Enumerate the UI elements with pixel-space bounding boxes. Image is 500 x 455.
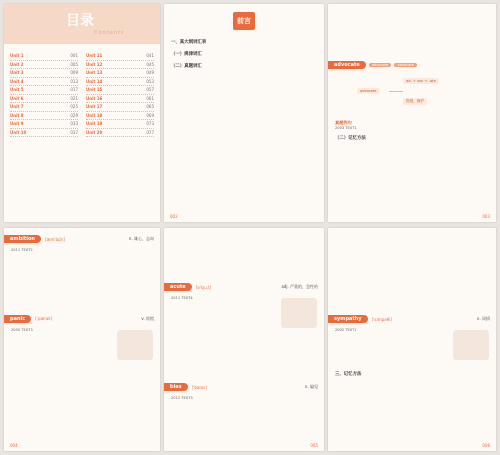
entry-ambition-header <box>4 234 160 244</box>
contents-subtitle: Contents <box>94 30 125 36</box>
toc-page-number: 053 <box>146 78 154 84</box>
toc-left-column <box>10 52 78 137</box>
toc-row[interactable] <box>86 95 154 104</box>
toc-unit-label: Unit 1 <box>10 53 24 58</box>
example-label: 真题例句 <box>335 120 352 125</box>
toc-unit-label: Unit 9 <box>10 121 24 126</box>
toc-unit-label: Unit 8 <box>10 112 24 118</box>
summary-heading: 三、记忆方法 <box>335 372 362 377</box>
illustration <box>281 298 317 328</box>
toc-page-number: 001 <box>70 53 78 58</box>
sympathy-content <box>328 328 496 362</box>
example-year: 2011 TEXT2 <box>11 248 33 252</box>
toc-unit-label: Unit 17 <box>86 104 103 109</box>
entry-pos: n. 同情 <box>476 316 490 321</box>
toc-row[interactable] <box>86 103 154 112</box>
toc-row[interactable] <box>10 95 78 104</box>
entry-word: panic <box>4 315 31 323</box>
toc-row[interactable] <box>10 78 78 87</box>
entry-ipa: [æmˈbɪʃn] <box>44 236 65 242</box>
toc-unit-label: Unit 5 <box>10 87 24 92</box>
toc-unit-label: Unit 14 <box>86 78 103 84</box>
word-root-diagram <box>357 74 467 114</box>
toc-page-number: 069 <box>146 112 154 118</box>
illustration <box>117 330 153 360</box>
toc-page-number: 017 <box>70 87 78 92</box>
toc-unit-label: Unit 4 <box>10 78 24 84</box>
preface-badge: 前言 <box>233 12 255 30</box>
entry-word: bias <box>164 383 188 391</box>
toc-row[interactable] <box>86 61 154 70</box>
illustration <box>453 330 489 360</box>
example-year: 2005 TEXT3 <box>11 327 33 332</box>
diagram-connector <box>389 91 403 92</box>
entry-ipa: [ˈsɪmpəθi] <box>371 316 392 322</box>
toc-unit-label: Unit 19 <box>86 121 103 126</box>
toc-unit-label: Unit 20 <box>86 129 103 135</box>
toc-page-number: 077 <box>146 129 154 135</box>
toc-row[interactable] <box>10 69 78 78</box>
preface-section-3: （二）真题词汇 <box>171 64 202 69</box>
entry-sympathy-header <box>328 314 496 324</box>
entry-bias-header <box>164 382 324 392</box>
toc-row[interactable] <box>86 129 154 138</box>
toc-row[interactable] <box>10 61 78 70</box>
toc-unit-label: Unit 6 <box>10 95 24 101</box>
toc-unit-label: Unit 15 <box>86 87 103 92</box>
example-year: 2012 TEXT3 <box>171 396 193 400</box>
toc-unit-label: Unit 16 <box>86 95 103 101</box>
entry-word: sympathy <box>328 315 368 323</box>
toc-right-column <box>86 52 154 137</box>
toc-row[interactable] <box>10 86 78 95</box>
entry-word: ambition <box>4 235 41 243</box>
toc-page-number: 045 <box>146 61 154 67</box>
toc-page-number: 005 <box>70 61 78 67</box>
toc-row[interactable] <box>86 112 154 121</box>
entry-tag: advocate <box>394 63 417 67</box>
entry-ipa: [əˈkjuːt] <box>195 284 212 290</box>
page-number: 006 <box>482 443 490 448</box>
entry-pos: n. 雄心，志向 <box>128 236 154 241</box>
entry-ipa: [ˈpænɪk] <box>35 316 53 321</box>
entry-ipa: [ˈbaɪəs] <box>191 384 207 390</box>
diagram-node-word: advocate <box>357 88 380 94</box>
toc-row[interactable] <box>86 120 154 129</box>
contents-title: 目录 <box>66 13 94 29</box>
toc-unit-label: Unit 13 <box>86 70 103 75</box>
entry-word: advocate <box>328 61 366 69</box>
contents-page <box>4 4 160 222</box>
entry-pos: n. 偏见 <box>304 384 318 389</box>
ambition-page <box>4 228 160 451</box>
preface-section-1: 一、真大纲词汇表 <box>171 40 207 45</box>
toc-page-number: 009 <box>70 70 78 75</box>
toc-page-number: 049 <box>146 70 154 75</box>
toc-page-number: 073 <box>146 121 154 126</box>
toc-page-number: 033 <box>70 121 78 126</box>
toc-page-number: 037 <box>70 129 78 135</box>
toc-page-number: 057 <box>146 87 154 92</box>
diagram-node-meaning: 提倡，拥护 <box>403 98 427 105</box>
entry-pos: adj. 严重的，急性的 <box>281 284 318 289</box>
toc-row[interactable] <box>10 120 78 129</box>
page-number: 005 <box>310 443 318 448</box>
toc-page-number: 041 <box>146 53 154 58</box>
toc-unit-label: Unit 18 <box>86 112 103 118</box>
toc-unit-label: Unit 7 <box>10 104 24 109</box>
toc-page-number: 061 <box>146 95 154 101</box>
toc-row[interactable] <box>10 52 78 61</box>
acute-page <box>164 228 324 451</box>
example-year: 2011 TEXT4 <box>171 296 193 300</box>
toc-row[interactable] <box>10 103 78 112</box>
toc-page-number: 065 <box>146 104 154 109</box>
toc-page-number: 025 <box>70 104 78 109</box>
toc-unit-label: Unit 11 <box>86 53 103 58</box>
entry-word: acute <box>164 283 192 291</box>
page-number: 004 <box>10 443 18 448</box>
toc-page-number: 013 <box>70 78 78 84</box>
acute-content <box>164 296 324 330</box>
contents-header <box>4 4 160 44</box>
toc-row[interactable] <box>86 78 154 87</box>
entry-acute-header <box>164 282 324 292</box>
example-year: 2002 TEXT1 <box>335 328 357 332</box>
toc-unit-label: Unit 2 <box>10 61 24 67</box>
table-of-contents <box>4 44 160 145</box>
preface-page <box>164 4 324 222</box>
entry-panic-header <box>4 314 160 324</box>
toc-row[interactable] <box>10 129 78 138</box>
toc-unit-label: Unit 10 <box>10 129 27 135</box>
entry-pos: v. 惊慌 <box>141 315 154 321</box>
advocate-page <box>328 4 496 222</box>
entry-tag: advocate <box>369 63 392 67</box>
sympathy-page <box>328 228 496 451</box>
entry-advocate-header <box>328 60 496 70</box>
panic-content <box>4 328 160 362</box>
toc-row[interactable] <box>86 52 154 61</box>
example-year: 2003 TEXT1 <box>335 126 357 130</box>
page-number: 002 <box>170 214 178 219</box>
toc-unit-label: Unit 12 <box>86 61 103 67</box>
preface-section-2: （一）规律词汇 <box>171 52 202 57</box>
toc-row[interactable] <box>10 112 78 121</box>
toc-row[interactable] <box>86 86 154 95</box>
diagram-node-root: ad- + voc + -ate <box>403 78 439 84</box>
toc-row[interactable] <box>86 69 154 78</box>
page-number: 003 <box>482 214 490 219</box>
toc-page-number: 021 <box>70 95 78 101</box>
toc-page-number: 029 <box>70 112 78 118</box>
toc-unit-label: Unit 3 <box>10 70 24 75</box>
memory-method-heading: （二）记忆方法 <box>335 135 366 141</box>
